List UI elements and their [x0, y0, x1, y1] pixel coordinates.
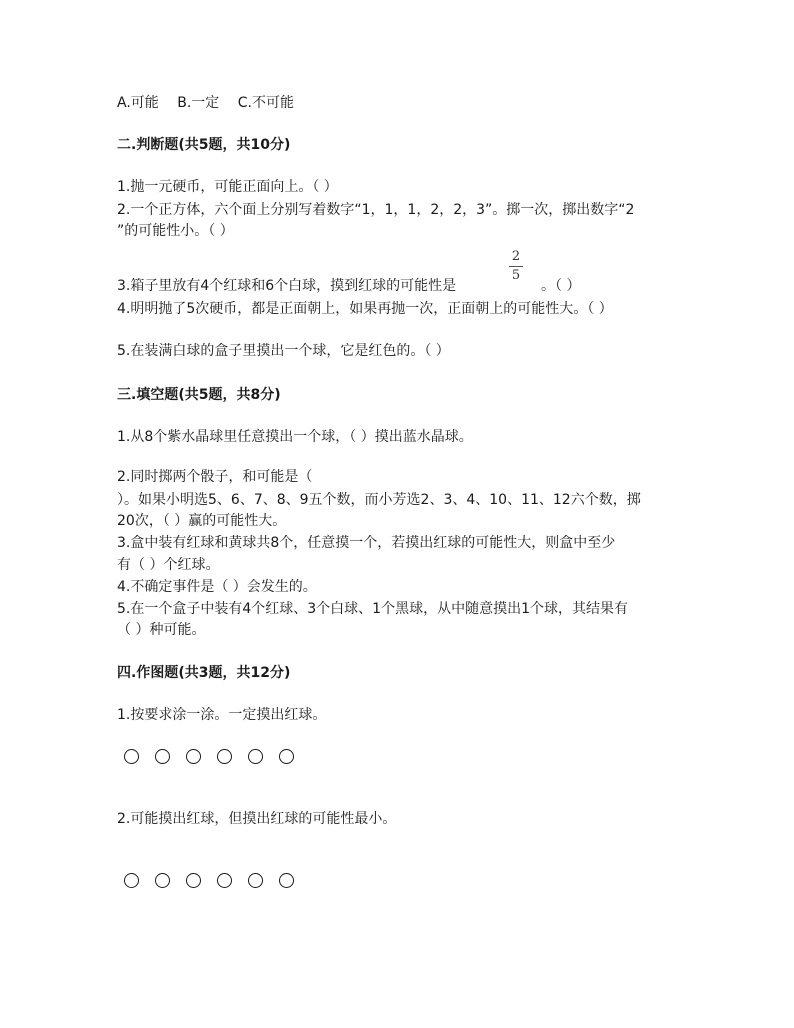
ball-circle[interactable]: [248, 749, 263, 764]
fraction-bar: [509, 266, 523, 267]
section2-q1: 1.抛一元硬币，可能正面向上。（ ）: [117, 179, 338, 195]
section2-q4: 4.明明抛了5次硬币，都是正面朝上，如果再抛一次，正面朝上的可能性大。（ ）: [117, 301, 613, 317]
section3-q3-line1: 3.盒中装有红球和黄球共8个，任意摸一个，若摸出红球的可能性大，则盒中至少: [117, 535, 616, 551]
section3-q1: 1.从8个紫水晶球里任意摸出一个球，（ ）摸出蓝水晶球。: [117, 429, 473, 445]
fraction-two-fifths: [508, 250, 524, 283]
section3-q3-line2: 有（ ）个红球。: [117, 557, 220, 573]
ball-circle[interactable]: [217, 749, 232, 764]
fraction-denominator: 5: [511, 268, 521, 283]
section3-q5-line1: 5.在一个盒子中装有4个红球、3个白球、1个黑球，从中随意摸出1个球，其结果有: [117, 601, 628, 617]
section3-heading: 三.填空题(共5题，共8分): [117, 387, 281, 403]
section4-q2: 2.可能摸出红球，但摸出红球的可能性最小。: [117, 811, 397, 827]
circle-row-2: [124, 873, 294, 888]
section3-q2-line1: 2.同时掷两个骰子，和可能是（: [117, 469, 313, 485]
fraction-numerator: 2: [511, 249, 521, 264]
section4-q1: 1.按要求涂一涂。一定摸出红球。: [117, 707, 327, 723]
ball-circle[interactable]: [186, 873, 201, 888]
section2-q3-tail: 。（ ）: [541, 278, 581, 294]
section2-q3: 3.箱子里放有4个红球和6个白球，摸到红球的可能性是: [117, 278, 457, 294]
section4-heading: 四.作图题(共3题，共12分): [117, 665, 291, 681]
ball-circle[interactable]: [186, 749, 201, 764]
ball-circle[interactable]: [279, 749, 294, 764]
ball-circle[interactable]: [279, 873, 294, 888]
ball-circle[interactable]: [155, 873, 170, 888]
section3-q2-line2: ）。如果小明选5、6、7、8、9五个数，而小芳选2、3、4、10、11、12六个数，掷: [117, 492, 641, 508]
ball-circle[interactable]: [155, 749, 170, 764]
section2-q5: 5.在装满白球的盒子里摸出一个球，它是红色的。（ ）: [117, 343, 450, 359]
section3-q4: 4.不确定事件是（ ）会发生的。: [117, 579, 317, 595]
circle-row-1: [124, 749, 294, 764]
top-options: A.可能 B.一定 C.不可能: [117, 95, 294, 111]
ball-circle[interactable]: [124, 749, 139, 764]
ball-circle[interactable]: [124, 873, 139, 888]
section2-q2-line2: ”的可能性小。（ ）: [117, 223, 234, 239]
section2-heading: 二.判断题(共5题，共10分): [117, 137, 291, 153]
ball-circle[interactable]: [248, 873, 263, 888]
section2-q2-line1: 2.一个正方体，六个面上分别写着数字“1，1，1，2，2，3”。掷一次，掷出数字“2: [117, 202, 635, 218]
section3-q5-line2: （ ）种可能。: [117, 622, 206, 638]
section3-q2-line3: 20次，（ ）赢的可能性大。: [117, 513, 287, 529]
ball-circle[interactable]: [217, 873, 232, 888]
